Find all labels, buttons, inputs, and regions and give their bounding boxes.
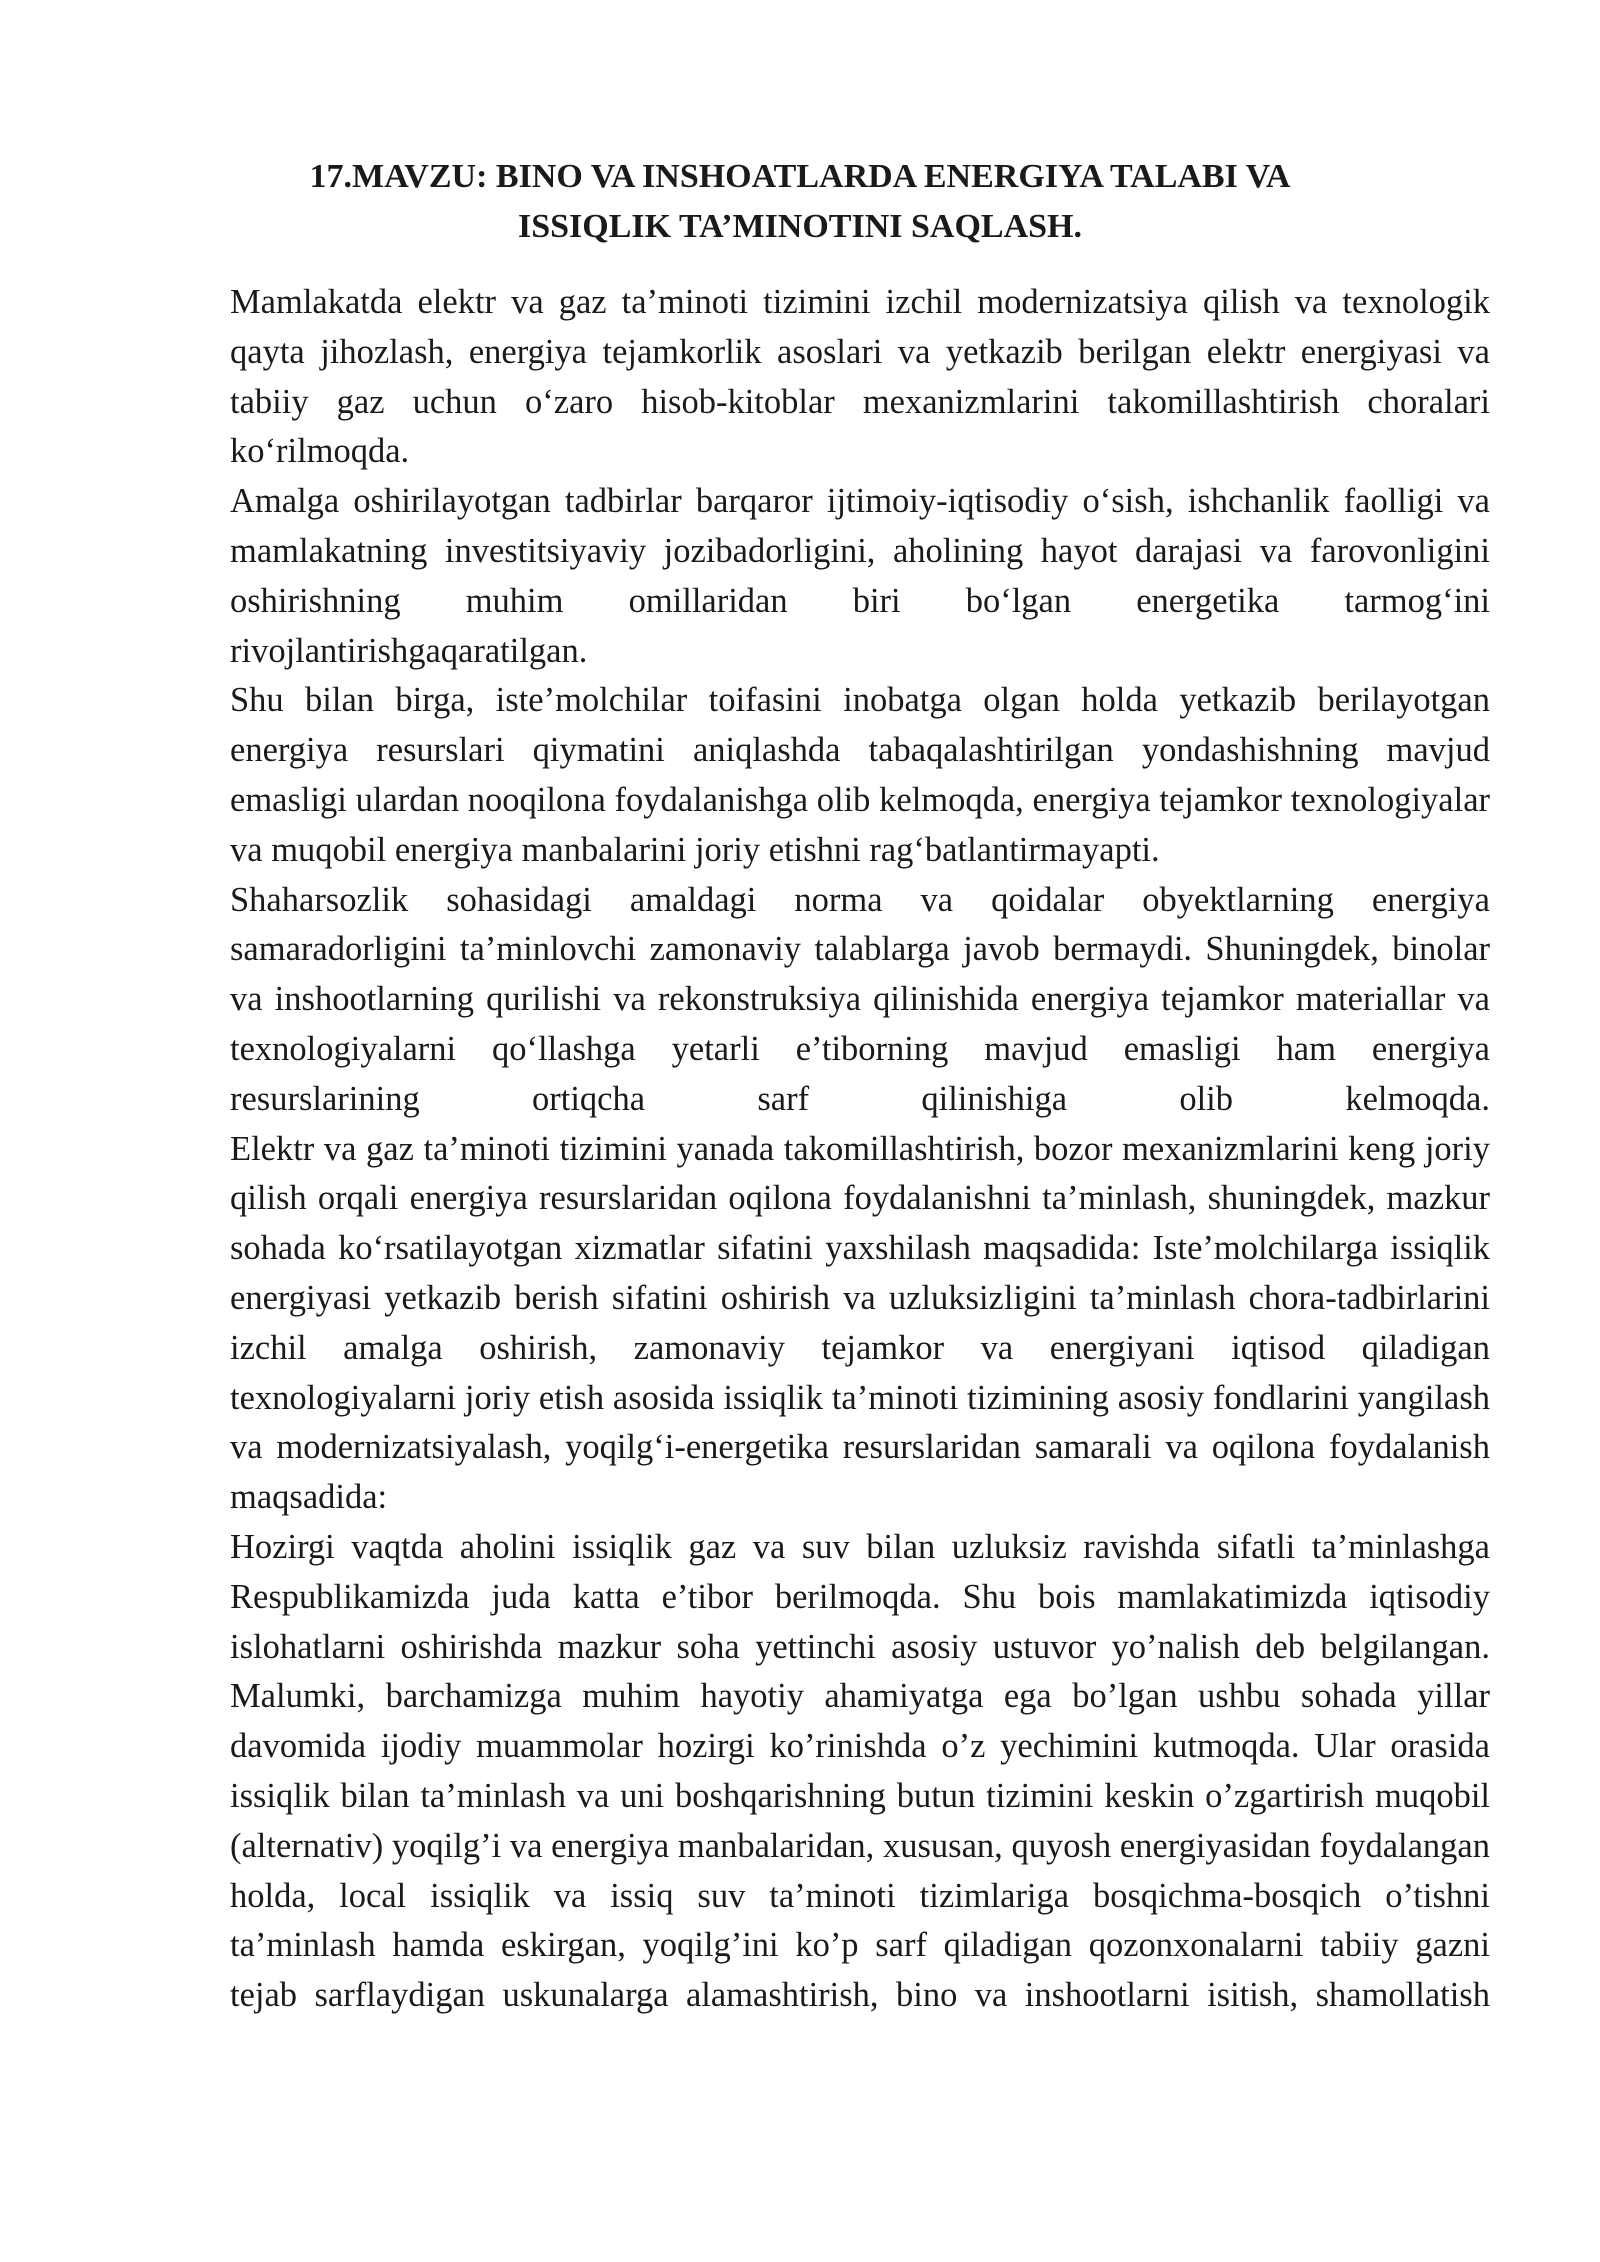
- paragraph-4: Shaharsozlik sohasidagi amaldagi norma va qoidalar obyektlarning energiya samaradorligini ta’minlovchi zamonaviy talablarga javob bermaydi. Shuningdek, binolar va inshootlarning qurilishi va rekonstruksiya qilinishida energiya tejamkor materiallar va texnologiyalarni qo‘llashga yetarli e’tiborning mavjud emasligi ham energiya resurslarining ortiqcha sarf qilinishiga olib kelmoqda.: [230, 880, 1490, 1118]
- paragraph-2: Amalga oshirilayotgan tadbirlar barqaror ijtimoiy-iqtisodiy o‘sish, ishchanlik faolligi va mamlakatning investitsiyaviy jozibadorligini, aholining hayot darajasi va farovonligini oshirishning muhim omillaridan biri bo‘lgan energetika tarmog‘ini rivojlantirishgaqaratilgan.: [230, 482, 1490, 670]
- paragraph-6: Hozirgi vaqtda aholini issiqlik gaz va suv bilan uzluksiz ravishda sifatli ta’minlashga Respublikamizda juda katta e’tibor berilmoqda. Shu bois mamlakatimizda iqtisodiy islohatlarni oshirishda mazkur soha yettinchi asosiy ustuvor yo’nalish deb belgilangan. Malumki, barchamizga muhim hayotiy ahamiyatga ega bo’lgan ushbu sohada yillar davomida ijodiy muammolar hozirgi ko’rinishda o’z yechimini kutmoqda. Ular orasida issiqlik bilan ta’minlash va uni boshqarishning butun tizimini keskin o’zgartirish muqobil (alternativ) yoqilg’i va energiya manbalaridan, xususan, quyosh energiyasidan foydalangan holda, local issiqlik va issiq suv ta’minoti tizimlariga bosqichma-bosqich o’tishni ta’minlash hamda eskirgan, yoqilg’ini ko’p sarf qiladigan qozonxonalarni tabiiy gazni tejab sarflaydigan uskunalarga alamashtirish, bino va inshootlarni isitish, shamollatish: [230, 1527, 1490, 2015]
- page-title: [230, 152, 1370, 252]
- paragraph-5: Elektr va gaz ta’minoti tizimini yanada takomillashtirish, bozor mexanizmlarini keng joriy qilish orqali energiya resurslaridan oqilona foydalanishni ta’minlash, shuningdek, mazkur sohada ko‘rsatilayotgan xizmatlar sifatini yaxshilash maqsadida: Iste’molchilarga issiqlik energiyasi yetkazib berish sifatini oshirish va uzluksizligini ta’minlash chora-tadbirlarini izchil amalga oshirish, zamonaviy tejamkor va energiyani iqtisod qiladigan texnologiyalarni joriy etish asosida issiqlik ta’minoti tizimining asosiy fondlarini yangilash va modernizatsiyalash, yoqilg‘i-energetika resurslaridan samarali va oqilona foydalanish maqsadida:: [230, 1129, 1490, 1517]
- paragraph-1: Mamlakatda elektr va gaz ta’minoti tizimini izchil modernizatsiya qilish va texnologik qayta jihozlash, energiya tejamkorlik asoslari va yetkazib berilgan elektr energiyasi va tabiiy gaz uchun o‘zaro hisob-kitoblar mexanizmlarini takomillashtirish choralari ko‘rilmoqda.: [230, 283, 1490, 471]
- paragraph-3: Shu bilan birga, iste’molchilar toifasini inobatga olgan holda yetkazib berilayotgan energiya resurslari qiymatini aniqlashda tabaqalashtirilgan yondashishning mavjud emasligi ulardan nooqilona foydalanishga olib kelmoqda, energiya tejamkor texnologiyalar va muqobil energiya manbalarini joriy etishni rag‘batlantirmayapti.: [230, 681, 1490, 869]
- title-line-2: ISSIQLIK TA’MINOTINI SAQLASH.: [518, 208, 1082, 245]
- title-line-1: 17.MAVZU: BINO VA INSHOATLARDA ENERGIYA TALABI VA: [309, 158, 1291, 195]
- document-body: [230, 278, 1490, 2021]
